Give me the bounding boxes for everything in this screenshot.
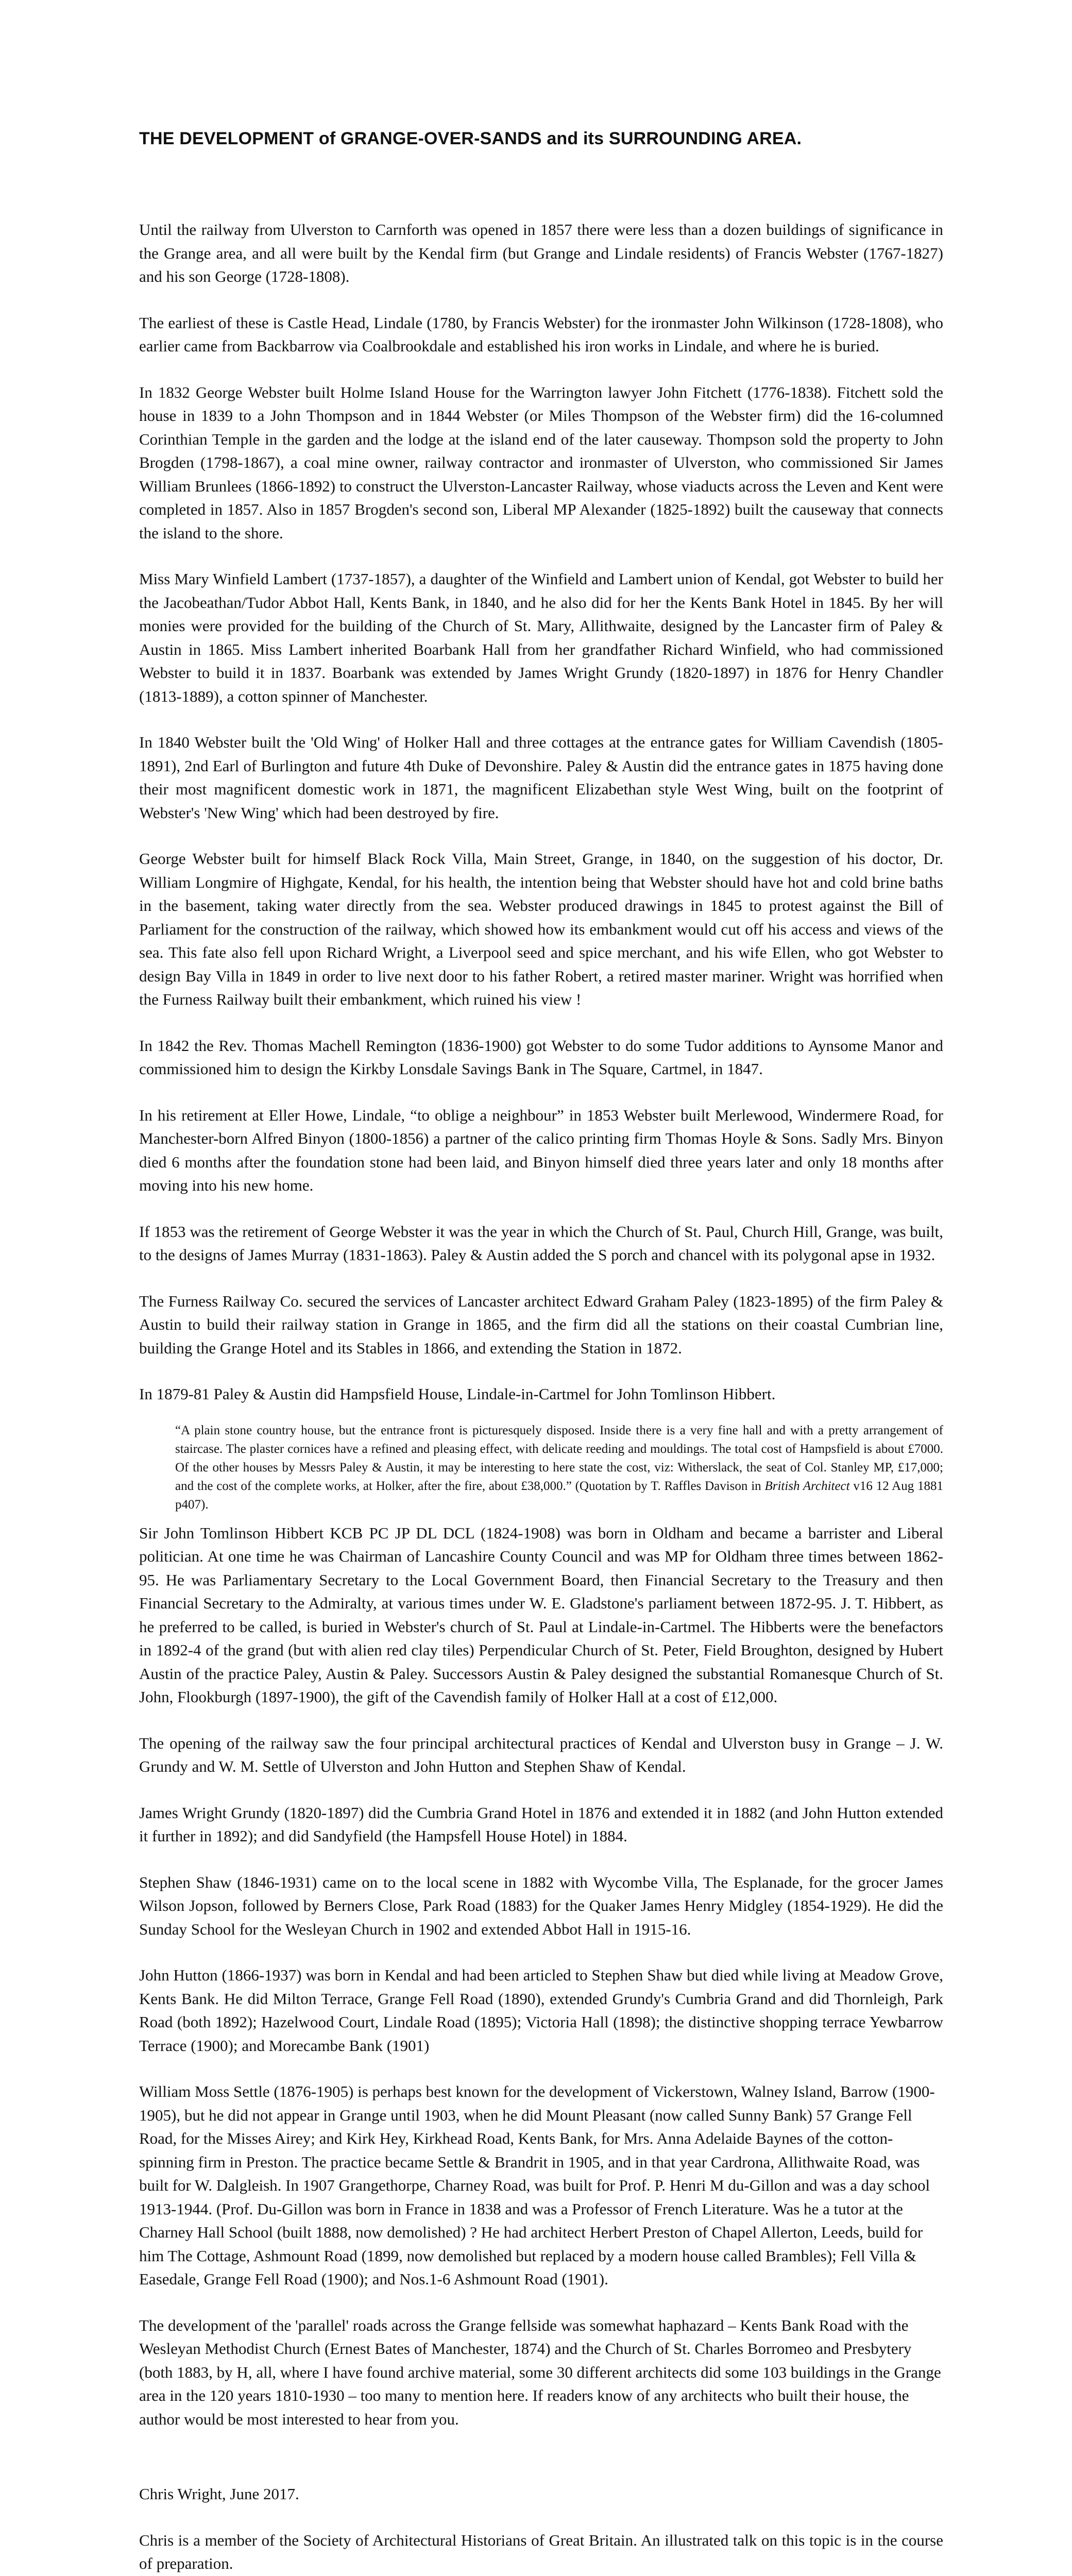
- paragraph-parallel-roads: The development of the 'parallel' roads across the Grange fellside was somewhat haphazard – Kents Bank Road with the Wesleyan Methodist Church (Ernest Bates of Manchester, 1874) and the Church of St. Charles Borromeo and Presbytery (both 1883, by H, all, where I have found archive material, some 30 different architects did some 103 buildings in the Grange area in the 120 years 1810-1930 – too many to mention here. If readers know of any architects who built their house, the author would be most interested to hear from you.: [139, 2316, 941, 2428]
- document-title: THE DEVELOPMENT of GRANGE-OVER-SANDS and its SURROUNDING AREA.: [139, 129, 802, 148]
- paragraph-railway-intro: Until the railway from Ulverston to Carnforth was opened in 1857 there were less than a dozen buildings of significance in the Grange area, and all were built by the Kendal firm (but Grange and Lindale residents) of Francis Webster (1767-1827) and his son George (1728-1808).: [139, 221, 943, 285]
- paragraph-author-note: Chris is a member of the Society of Architectural Historians of Great Britain. An illustrated talk on this topic is in the course of preparation.: [139, 2531, 943, 2572]
- block-quote: [175, 1421, 943, 1514]
- paragraph-hibbert: Sir John Tomlinson Hibbert KCB PC JP DL DCL (1824-1908) was born in Oldham and became a barrister and Liberal politician. At one time he was Chairman of Lancashire County Council and was MP for Oldham three times between 1862-95. He was Parliamentary Secretary to the Local Government Board, then Financial Secretary to the Treasury and then Financial Secretary to the Admiralty, at various times under W. E. Gladstone's parliament between 1872-95. J. T. Hibbert, as he preferred to be called, is buried in Webster's church of St. Paul at Lindale-in-Cartmel. The Hibberts were the benefactors in 1892-4 of the grand (but with alien red clay tiles) Perpendicular Church of St. Peter, Field Broughton, designed by Hubert Austin of the practice Paley, Austin & Paley. Successors Austin & Paley designed the substantial Romanesque Church of St. John, Flookburgh (1897-1900), the gift of the Cavendish family of Holker Hall at a cost of £12,000.: [139, 1523, 943, 1706]
- paragraph-hampsfield-house: In 1879-81 Paley & Austin did Hampsfield House, Lindale-in-Cartmel for John Tomlinson Hibbert.: [139, 1385, 776, 1403]
- paragraph-hutton: John Hutton (1866-1937) was born in Kendal and had been articled to Stephen Shaw but died while living at Meadow Grove, Kents Bank. He did Milton Terrace, Grange Fell Road (1890), extended Grundy's Cumbria Grand and did Thornleigh, Park Road (both 1892); Hazelwood Court, Lindale Road (1895); Victoria Hall (1898); the distinctive shopping terrace Yewbarrow Terrace (1900); and Morecambe Bank (1901): [139, 1966, 943, 2055]
- paragraph-furness-railway: The Furness Railway Co. secured the services of Lancaster architect Edward Graham Paley (1823-1895) of the firm Paley & Austin to build their railway station in Grange in 1865, and the firm did all the stations on their coastal Cumbrian line, building the Grange Hotel and its Stables in 1866, and extending the Station in 1872.: [139, 1292, 943, 1357]
- paragraph-castle-head: The earliest of these is Castle Head, Lindale (1780, by Francis Webster) for the ironmaster John Wilkinson (1728-1808), who earlier came from Backbarrow via Coalbrookdale and established his iron works in Lindale, and where he is buried.: [139, 313, 943, 355]
- paragraph-settle: William Moss Settle (1876-1905) is perhaps best known for the development of Vickerstown, Walney Island, Barrow (1900-1905), but he did not appear in Grange until 1903, when he did Mount Pleasant (now called Sunny Bank) 57 Grange Fell Road, for the Misses Airey; and Kirk Hey, Kirkhead Road, Kents Bank, for Mrs. Anna Adelaide Baynes of the cotton-spinning firm in Preston. The practice became Settle & Brandrit in 1905, and in that year Cardrona, Allithwaite Road, was built for W. Dalgleish. In 1907 Grangethorpe, Charney Road, was built for Prof. P. Henri M du-Gillon and was a day school 1913-1944. (Prof. Du-Gillon was born in France in 1838 and was a Professor of French Literature. Was he a tutor at the Charney Hall School (built 1888, now demolished) ? He had architect Herbert Preston of Chapel Allerton, Leeds, build for him The Cottage, Ashmount Road (1899, now demolished but replaced by a modern house called Brambles); Fell Villa & Easedale, Grange Fell Road (1900); and Nos.1-6 Ashmount Road (1901).: [139, 2082, 935, 2288]
- quote-text: “A plain stone country house, but the entrance front is picturesquely disposed. Inside there is a very fine hall and with a pretty arrangement of staircase. The plaster cornices have a refined and pleasing effect, with delicate reeding and mouldings. The total cost of Hampsfield is about £7000. Of the other houses by Messrs Paley & Austin, it may be interesting to here state the cost, viz: Witherslack, the seat of Col. Stanley MP, £17,000; and the cost of the complete works, at Holker, after the fire, about £38,000.” (Quotation by T. Raffles Davison in: [175, 1423, 943, 1493]
- quote-citation-details: v16 12 Aug 1881 p407).: [175, 1479, 944, 1512]
- paragraph-four-practices: The opening of the railway saw the four principal architectural practices of Kendal and Ulverston busy in Grange – J. W. Grundy and W. M. Settle of Ulverston and John Hutton and Stephen Shaw of Kendal.: [139, 1734, 943, 1775]
- quote-citation: British Architect: [764, 1479, 850, 1493]
- paragraph-merlewood: In his retirement at Eller Howe, Lindale, “to oblige a neighbour” in 1853 Webster built Merlewood, Windermere Road, for Manchester-born Alfred Binyon (1800-1856) a partner of the calico printing firm Thomas Hoyle & Sons. Sadly Mrs. Binyon died 6 months after the foundation stone had been laid, and Binyon himself died three years later and only 18 months after moving into his new home.: [139, 1106, 943, 1194]
- paragraph-aynsome-manor: In 1842 the Rev. Thomas Machell Remington (1836-1900) got Webster to do some Tudor additions to Aynsome Manor and commissioned him to design the Kirkby Lonsdale Savings Bank in The Square, Cartmel, in 1847.: [139, 1036, 943, 1078]
- paragraph-mary-lambert: Miss Mary Winfield Lambert (1737-1857), a daughter of the Winfield and Lambert union of Kendal, got Webster to build her the Jacobeathan/Tudor Abbot Hall, Kents Bank, in 1840, and he also did for her the Kents Bank Hotel in 1845. By her will monies were provided for the building of the Church of St. Mary, Allithwaite, designed by the Lancaster firm of Paley & Austin in 1865. Miss Lambert inherited Boarbank Hall from her grandfather Richard Winfield, who had commissioned Webster to build it in 1837. Boarbank was extended by James Wright Grundy (1820-1897) in 1876 for Henry Chandler (1813-1889), a cotton spinner of Manchester.: [139, 570, 943, 705]
- paragraph-shaw: Stephen Shaw (1846-1931) came on to the local scene in 1882 with Wycombe Villa, The Esplanade, for the grocer James Wilson Jopson, followed by Berners Close, Park Road (1883) for the Quaker James Henry Midgley (1854-1929). He did the Sunday School for the Wesleyan Church in 1902 and extended Abbot Hall in 1915-16.: [139, 1873, 943, 1938]
- paragraph-black-rock-villa: George Webster built for himself Black Rock Villa, Main Street, Grange, in 1840, on the suggestion of his doctor, Dr. William Longmire of Highgate, Kendal, for his health, the intention being that Webster should have hot and cold brine baths in the basement, taking water directly from the sea. Webster produced drawings in 1845 to protest against the Bill of Parliament for the construction of the railway, which showed how its embankment would cut off his access and views of the sea. This fate also fell upon Richard Wright, a Liverpool seed and spice merchant, and his wife Ellen, who got Webster to design Bay Villa in 1849 in order to live next door to his father Robert, a retired master mariner. Wright was horrified when the Furness Railway built their embankment, which ruined his view !: [139, 850, 943, 1008]
- paragraph-st-paul: If 1853 was the retirement of George Webster it was the year in which the Church of St. Paul, Church Hill, Grange, was built, to the designs of James Murray (1831-1863). Paley & Austin added the S porch and chancel with its polygonal apse in 1932.: [139, 1222, 943, 1264]
- paragraph-grundy: James Wright Grundy (1820-1897) did the Cumbria Grand Hotel in 1876 and extended it in 1882 (and John Hutton extended it further in 1892); and did Sandyfield (the Hampsfell House Hotel) in 1884.: [139, 1803, 943, 1845]
- paragraph-holker-hall: In 1840 Webster built the 'Old Wing' of Holker Hall and three cottages at the entrance gates for William Cavendish (1805-1891), 2nd Earl of Burlington and future 4th Duke of Devonshire. Paley & Austin did the entrance gates in 1875 having done their most magnificent domestic work in 1871, the magnificent Elizabethan style West Wing, built on the footprint of Webster's 'New Wing' which had been destroyed by fire.: [139, 733, 943, 822]
- paragraph-holme-island: In 1832 George Webster built Holme Island House for the Warrington lawyer John Fitchett (1776-1838). Fitchett sold the house in 1839 to a John Thompson and in 1844 Webster (or Miles Thompson of the Webster firm) did the 16-columned Corinthian Temple in the garden and the lodge at the island end of the later causeway. Thompson sold the property to John Brogden (1798-1867), a coal mine owner, railway contractor and ironmaster of Ulverston, who commissioned Sir James William Brunlees (1866-1892) to construct the Ulverston-Lancaster Railway, whose viaducts across the Leven and Kent were completed in 1857. Also in 1857 Brogden's second son, Liberal MP Alexander (1825-1892) built the causeway that connects the island to the shore.: [139, 383, 943, 542]
- author-signature: Chris Wright, June 2017.: [139, 2485, 299, 2503]
